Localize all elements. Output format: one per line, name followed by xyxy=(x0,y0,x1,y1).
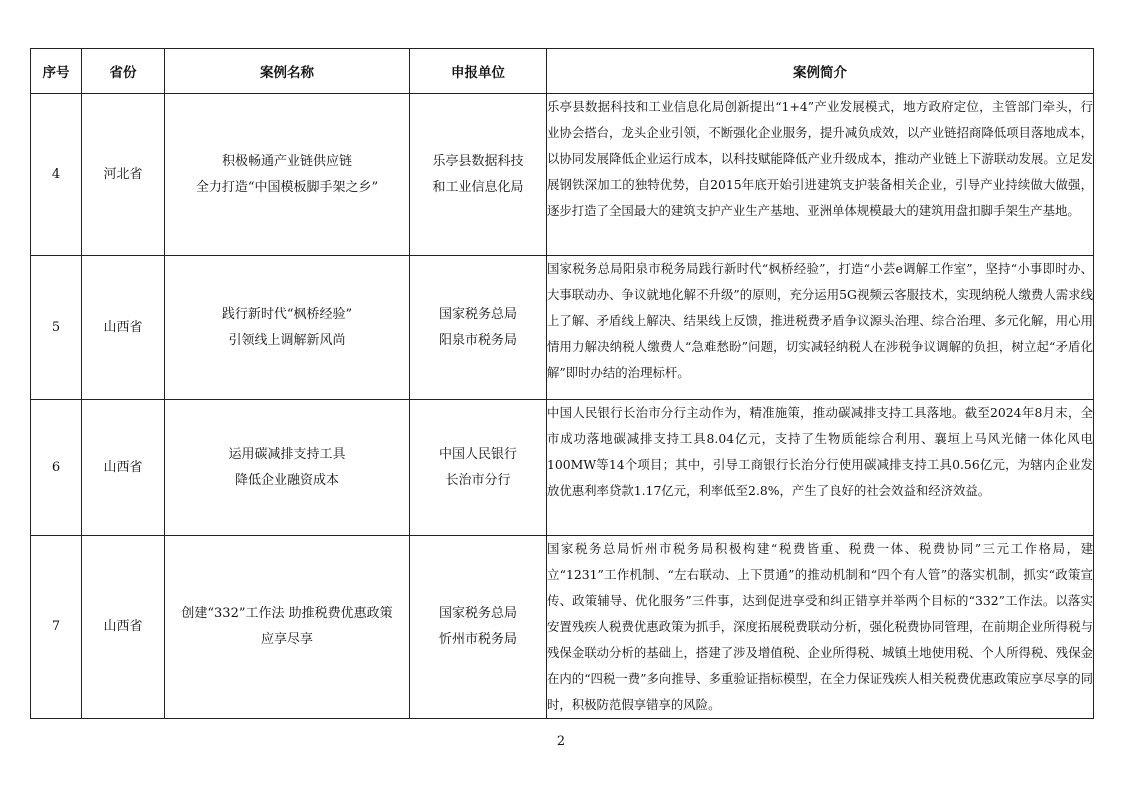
unit-cell xyxy=(410,400,547,536)
header-case-summary: 案例简介 xyxy=(547,49,1094,94)
cases-table xyxy=(30,48,1094,719)
summary-cell: 国家税务总局阳泉市税务局践行新时代“枫桥经验”，打造“小芸e调解工作室”，坚持“小事即时办、大事联动办、争议就地化解不升级”的原则，充分运用5G视频云客服技术，实现纳税人缴费人需求线上了解、矛盾线上解决、结果线上反馈，推进税费矛盾争议源头治理、综合治理、多元化解，用心用情用力解决纳税人缴费人“急难愁盼”问题，切实减轻纳税人在涉税争议调解的负担，树立起“矛盾化解”即时办结的治理标杆。 xyxy=(547,256,1094,400)
table-row xyxy=(31,94,1094,256)
case-name-cell xyxy=(165,536,410,719)
table-header-row xyxy=(31,49,1094,94)
case-name-line: 践行新时代“枫桥经验” xyxy=(221,306,353,322)
table-row xyxy=(31,536,1094,719)
case-name-line: 应享尽享 xyxy=(260,632,313,647)
seq-cell: 5 xyxy=(31,256,82,400)
summary-cell: 乐亭县数据科技和工业信息化局创新提出“1+4”产业发展模式，地方政府定位，主管部门牵头，行业协会搭台，龙头企业引领，不断强化企业服务，提升减负成效，以产业链招商降低项目落地成本，以协同发展降低企业运行成本，以科技赋能降低产业升级成本，推动产业链上下游联动发展。立足发展钢铁深加工的独特优势，自2015年底开始引进建筑支护装备相关企业，引导产业持续做大做强，逐步打造了全国最大的建筑支护产业生产基地、亚洲单体规模最大的建筑用盘扣脚手架生产基地。 xyxy=(547,94,1094,256)
province-cell: 河北省 xyxy=(82,94,165,256)
case-name-line: 引领线上调解新风尚 xyxy=(228,332,346,348)
unit-line: 国家税务总局 xyxy=(438,606,517,621)
seq-cell: 6 xyxy=(31,400,82,536)
province-cell: 山西省 xyxy=(82,256,165,400)
seq-cell: 7 xyxy=(31,536,82,719)
unit-cell xyxy=(410,536,547,719)
unit-line: 和工业信息化局 xyxy=(432,179,524,195)
seq-cell: 4 xyxy=(31,94,82,256)
case-name-line: 全力打造“中国模板脚手架之乡” xyxy=(195,179,379,195)
unit-line: 阳泉市税务局 xyxy=(438,332,517,348)
case-name-line: 降低企业融资成本 xyxy=(234,472,339,488)
unit-line: 乐亭县数据科技 xyxy=(432,153,524,169)
province-cell: 山西省 xyxy=(82,400,165,536)
header-case-name: 案例名称 xyxy=(165,49,410,94)
page-number: 2 xyxy=(556,734,566,749)
header-seq: 序号 xyxy=(31,49,82,94)
case-name-line: 积极畅通产业链供应链 xyxy=(221,153,352,169)
unit-line: 中国人民银行 xyxy=(438,446,517,462)
province-cell: 山西省 xyxy=(82,536,165,719)
case-name-line: 运用碳减排支持工具 xyxy=(228,446,346,462)
table-row xyxy=(31,400,1094,536)
case-name-cell xyxy=(165,256,410,400)
header-province: 省份 xyxy=(82,49,165,94)
unit-line: 忻州市税务局 xyxy=(438,632,517,647)
case-name-cell xyxy=(165,94,410,256)
case-name-line: 创建“332”工作法 助推税费优惠政策 xyxy=(181,606,393,621)
unit-line: 国家税务总局 xyxy=(438,306,517,322)
summary-cell: 国家税务总局忻州市税务局积极构建“税费皆重、税费一体、税费协同”三元工作格局，建立“1231”工作机制、“左右联动、上下贯通”的推动机制和“四个有人管”的落实机制，抓实“政策宣传、政策辅导、优化服务”三件事，达到促进享受和纠正错享并举两个目标的“332”工作法。以落实安置残疾人税费优惠政策为抓手，深度拓展税费联动分析，强化税费协同管理，在前期企业所得税与残保金联动分析的基础上，搭建了涉及增值税、企业所得税、城镇土地使用税、个人所得税、残保金在内的“四税一费”多向推导、多重验证指标模型，在全力保证残疾人相关税费优惠政策应享尽享的同时，积极防范假享错享的风险。 xyxy=(547,536,1094,719)
unit-cell xyxy=(410,256,547,400)
header-reporting-unit: 申报单位 xyxy=(410,49,547,94)
case-name-cell xyxy=(165,400,410,536)
unit-line: 长治市分行 xyxy=(445,472,511,488)
table-row xyxy=(31,256,1094,400)
summary-cell: 中国人民银行长治市分行主动作为，精准施策，推动碳减排支持工具落地。截至2024年8月末，全市成功落地碳减排支持工具8.04亿元，支持了生物质能综合利用、襄垣上马风光储一体化风电100MW等14个项目；其中，引导工商银行长治分行使用碳减排支持工具0.56亿元，为辖内企业发放优惠利率贷款1.17亿元，利率低至2.8%，产生了良好的社会效益和经济效益。 xyxy=(547,400,1094,536)
unit-cell xyxy=(410,94,547,256)
